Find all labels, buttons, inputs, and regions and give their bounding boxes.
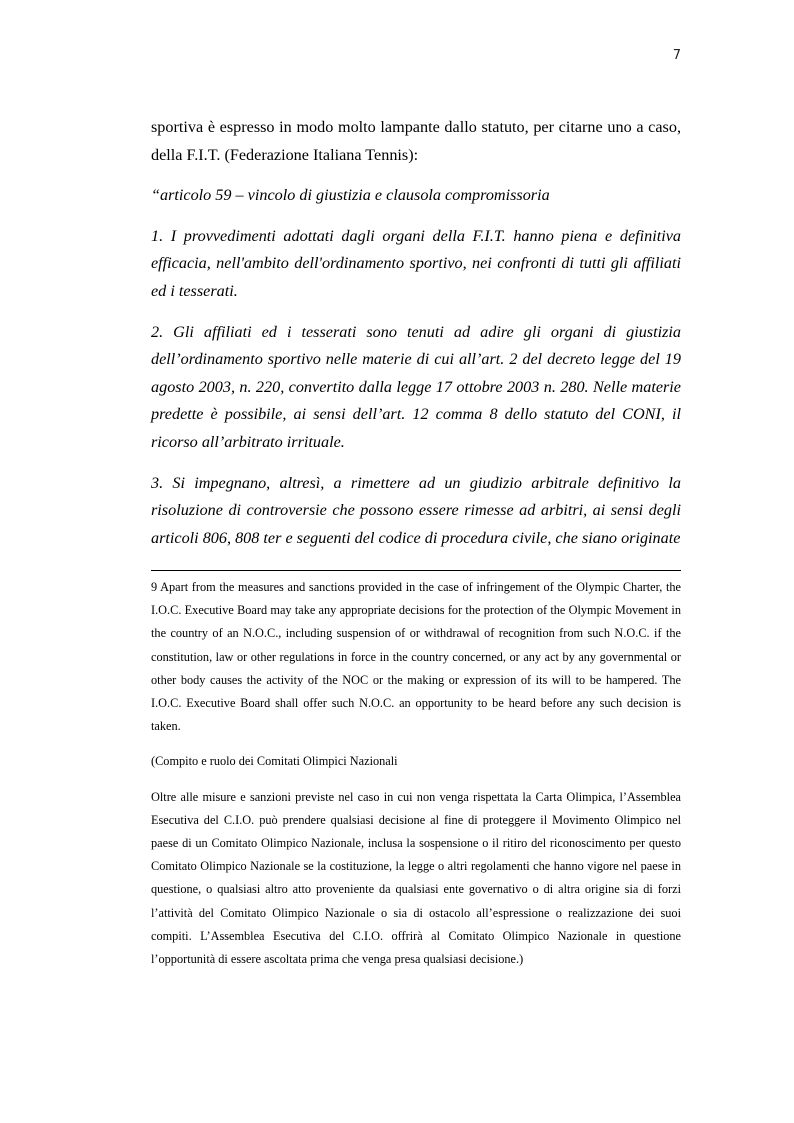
footnote-english: 9 Apart from the measures and sanctions provided in the case of infringement of the Olympic Charter, the I.O.C. Executive Board may take any appropriate decisions for the protection of the Olympic Movement in the country of an N.O.C., including suspension of or withdrawal of recognition from such N.O.C. if the constitution, law or other regulations in force in the country concerned, or any act by any governmental or other body causes the activity of the NOC or the making or expression of its will to be hampered. The I.O.C. Executive Board shall offer such N.O.C. an opportunity to be heard before any such decision is taken.: [151, 580, 681, 734]
main-text: [151, 114, 681, 565]
page-number: 7: [672, 48, 681, 63]
article-paragraph-3: 3. Si impegnano, altresì, a rimettere ad un giudizio arbitrale definitivo la risoluzione di controversie che possono essere rimesse ad arbitri, ai sensi degli articoli 806, 808 ter e seguenti del codice di procedura civile, che siano originate: [151, 473, 681, 547]
article-paragraph-1: 1. I provvedimenti adottati dagli organi della F.I.T. hanno piena e definitiva efficacia, nell'ambito dell'ordinamento sportivo, nei confronti di tutti gli affiliati ed i tesserati.: [151, 226, 681, 300]
intro-paragraph: sportiva è espresso in modo molto lampante dallo statuto, per citarne uno a caso, della F.I.T. (Federazione Italiana Tennis):: [151, 118, 681, 164]
article-heading: “articolo 59 – vincolo di giustizia e clausola compromissoria: [151, 186, 550, 205]
footnote-divider: [151, 570, 681, 571]
footnote-section: [151, 576, 681, 983]
article-paragraph-2: 2. Gli affiliati ed i tesserati sono tenuti ad adire gli organi di giustizia dell’ordinamento sportivo nelle materie di cui all’art. 2 del decreto legge del 19 agosto 2003, n. 220, convertito dalla legge 17 ottobre 2003 n. 280. Nelle materie predette è possibile, ai sensi dell’art. 12 comma 8 dello statuto del CONI, il ricorso all’arbitrato irrituale.: [151, 322, 681, 451]
footnote-heading: (Compito e ruolo dei Comitati Olimpici Nazionali: [151, 754, 398, 769]
footnote-italian: Oltre alle misure e sanzioni previste nel caso in cui non venga rispettata la Carta Olimpica, l’Assemblea Esecutiva del C.I.O. può prendere qualsiasi decisione al fine di proteggere il Movimento Olimpico nel paese di un Comitato Olimpico Nazionale, inclusa la sospensione o il ritiro del riconoscimento per questo Comitato Olimpico Nazionale se la costituzione, la legge o altri regolamenti che hanno vigore nel paese in questione, o qualsiasi altro atto proveniente da qualsiasi ente governativo o di altra origine sia di forzi l’attività del Comitato Olimpico Nazionale o sia di ostacolo all’espressione o realizzazione dei suoi compiti. L’Assemblea Esecutiva del C.I.O. offrirà al Comitato Olimpico Nazionale in questione l’opportunità di essere ascoltata prima che venga presa qualsiasi decisione.): [151, 789, 681, 967]
